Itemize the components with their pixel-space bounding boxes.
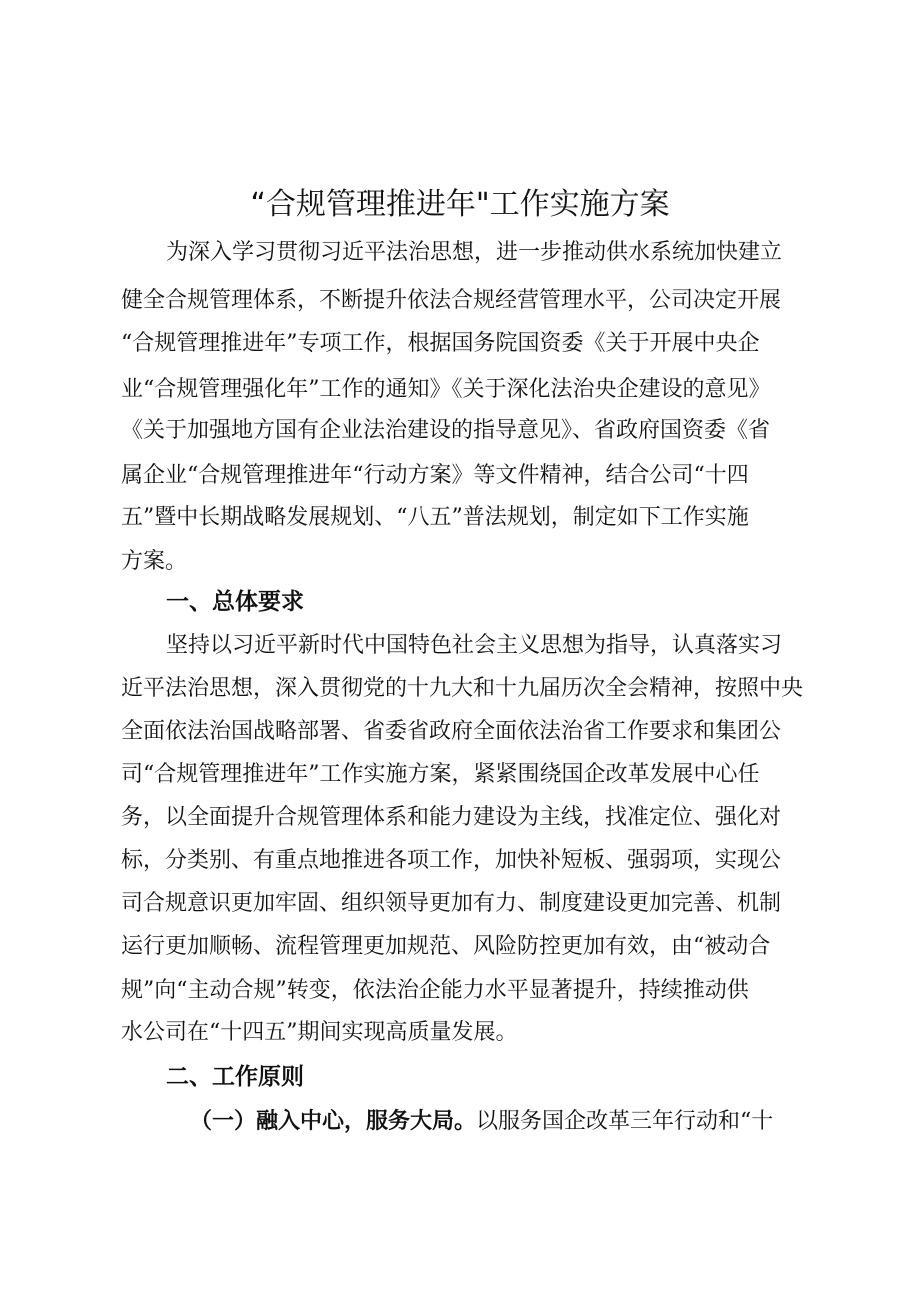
section1-line: 水公司在“十四五”期间实现高质量发展。 [121,1020,518,1045]
section1-line: 全面依法治国战略部署、省委省政府全面依法治省工作要求和集团公 [121,719,782,744]
intro-line: “合规管理推进年”专项工作，根据国务院国资委《关于开展中央企 [121,331,760,356]
section1-line: 务，以全面提升合规管理体系和能力建设为主线，找准定位、强化对 [121,805,782,830]
intro-line: 属企业“合规管理推进年“行动方案》等文件精神，结合公司“十四 [121,463,749,488]
principle-1-line [190,1098,773,1145]
intro-line: 为深入学习贯彻习近平法治思想，进一步推动供水系统加快建立 [166,240,783,265]
section1-line: 规”向“主动合规”转变，依法治企能力水平显著提升，持续推动供 [121,978,749,1003]
intro-line: 五”暨中长期战略发展规划、“八五”普法规划，制定如下工作实施 [121,505,749,530]
intro-line: 《关于加强地方国有企业法治建设的指导意见》、省政府国资委《省 [121,418,771,443]
section1-line: 运行更加顺畅、流程管理更加规范、风险防控更加有效，由“被动合 [121,934,771,959]
principle-1-text: 以服务国企改革三年行动和“十 [476,1109,774,1134]
intro-line: 健全合规管理体系，不断提升依法合规经营管理水平，公司决定开展 [121,288,782,313]
section-heading-work-principles: 二、工作原则 [166,1064,304,1090]
section1-line: 坚持以习近平新时代中国特色社会主义思想为指导，认真落实习 [166,633,783,658]
section1-line: 司“合规管理推进年”工作实施方案，紧紧围绕国企改革发展中心任 [121,762,760,787]
section1-line: 近平法治思想，深入贯彻党的十九大和十九届历次全会精神，按照中央 [121,676,804,701]
intro-line: 业“合规管理强化年”工作的通知》《关于深化法治央企建设的意见》 [121,377,771,402]
section1-line: 司合规意识更加牢固、组织领导更加有力、制度建设更加完善、机制 [121,891,782,916]
section-heading-overall-requirements: 一、总体要求 [166,589,304,615]
intro-line: 方案。 [121,549,188,574]
document-title: “合规管理推进年"工作实施方案 [250,187,670,222]
section1-line: 标，分类别、有重点地推进各项工作，加快补短板、强弱项，实现公 [121,848,782,873]
principle-1-title: （一）融入中心，服务大局。 [190,1108,477,1134]
